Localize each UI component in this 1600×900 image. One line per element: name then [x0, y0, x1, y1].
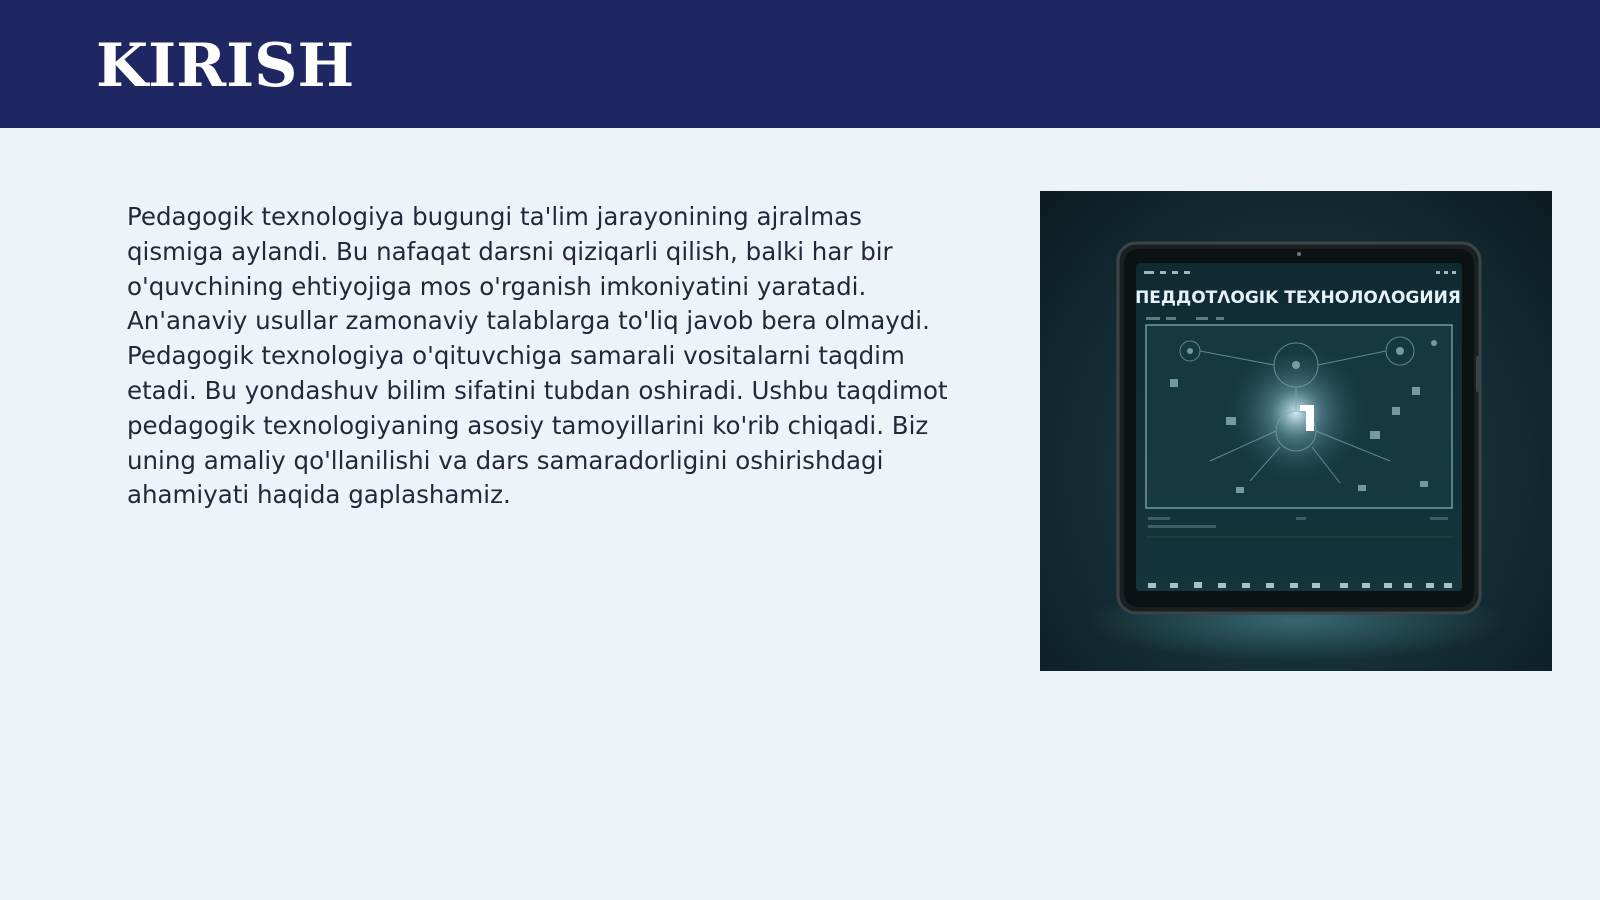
header-bar — [0, 0, 1600, 128]
tablet-image — [1040, 191, 1552, 671]
tablet-illustration — [1040, 191, 1552, 671]
camera-dot — [1297, 252, 1301, 256]
side-button — [1476, 356, 1480, 392]
center-figure-top — [1300, 405, 1308, 411]
screen-title: ПЕДДОТɅOGIK TEXHOЛOɅOGИИЯ — [1135, 288, 1461, 308]
slide-title: KIRISH — [96, 31, 355, 101]
slide-body-text: Pedagogik texnologiya bugungi ta'lim jarayonining ajralmas qismiga aylandi. Bu nafaqat darsni qiziqarli qilish, balki har bir o'quvchining ehtiyojiga mos o'rganish imkoniyatini yaratadi. An'anaviy usullar zamonaviy talablarga to'liq javob bera olmaydi. Pedagogik texnologiya o'qituvchiga samarali vositalarni taqdim etadi. Bu yondashuv bilim sifatini tubdan oshiradi. Ushbu taqdimot pedagogik texnologiyaning asosiy tamoyillarini ko'rib chiqadi. Biz uning amaliy qo'llanilishi va dars samaradorligini oshirishdagi ahamiyati haqida gaplashamiz. — [127, 202, 948, 510]
